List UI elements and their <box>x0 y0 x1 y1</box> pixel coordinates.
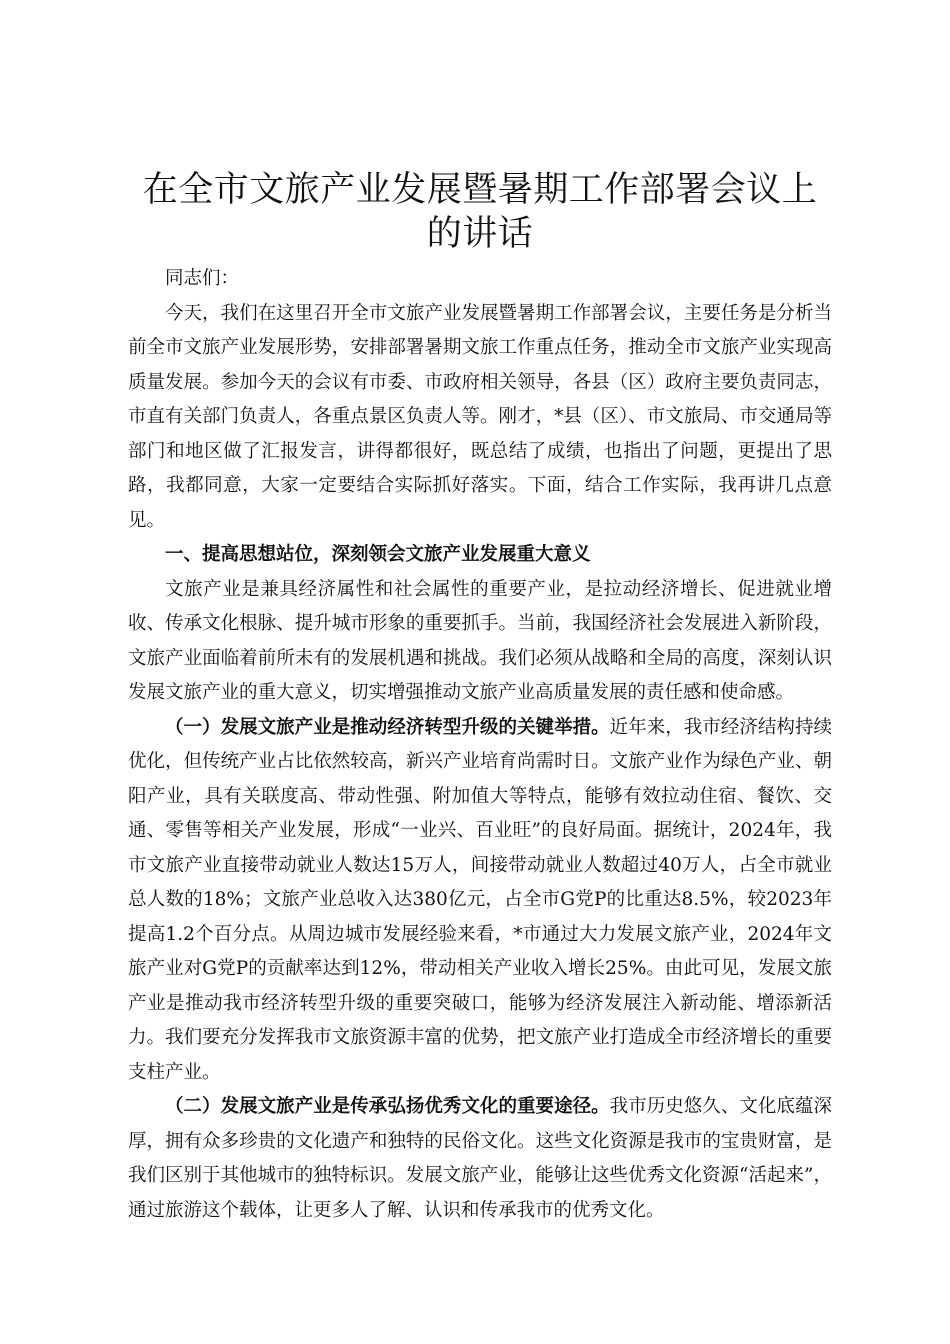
document-page <box>128 168 832 1228</box>
point-2-body: 我市历史悠久、文化底蕴深厚，拥有众多珍贵的文化遗产和独特的民俗文化。这些文化资源是我市的宝贵财富，是我们区别于其他城市的独特标识。发展文旅产业，能够让这些优秀文化资源“活起来”，通过旅游这个载体，让更多人了解、认识和传承我市的优秀文化。 <box>128 1096 832 1221</box>
point-1-lead: （一）发展文旅产业是推动经济转型升级的关键举措。 <box>165 716 610 738</box>
point-2-paragraph <box>128 1090 832 1228</box>
section-heading-1: 一、提高思想站位，深刻领会文旅产业发展重大意义 <box>165 544 591 565</box>
section-1-paragraph: 文旅产业是兼具经济属性和社会属性的重要产业，是拉动经济增长、促进就业增收、传承文化根脉、提升城市形象的重要抓手。当前，我国经济社会发展进入新阶段，文旅产业面临着前所未有的发展机遇和挑战。我们必须从战略和全局的高度，深刻认识发展文旅产业的重大意义，切实增强推动文旅产业高质量发展的责任感和使命感。 <box>128 578 832 703</box>
point-1-body: 近年来，我市经济结构持续优化，但传统产业占比依然较高，新兴产业培育尚需时日。文旅产业作为绿色产业、朝阳产业，具有关联度高、带动性强、附加值大等特点，能够有效拉动住宿、餐饮、交通、零售等相关产业发展，形成“一业兴、百业旺”的良好局面。据统计，2024年，我市文旅产业直接带动就业人数达15万人，间接带动就业人数超过40万人，占全市就业总人数的18%；文旅产业总收入达380亿元，占全市G党P的比重达8.5%，较2023年提高1.2个百分点。从周边城市发展经验来看，*市通过大力发展文旅产业，2024年文旅产业对G党P的贡献率达到12%，带动相关产业收入增长25%。由此可见，发展文旅产业是推动我市经济转型升级的重要突破口，能够为经济发展注入新动能、增添新活力。我们要充分发挥我市文旅资源丰富的优势，把文旅产业打造成全市经济增长的重要支柱产业。 <box>128 716 832 1083</box>
salutation: 同志们： <box>165 268 240 289</box>
document-title: 在全市文旅产业发展暨暑期工作部署会议上的讲话 <box>142 170 818 254</box>
intro-paragraph: 今天，我们在这里召开全市文旅产业发展暨暑期工作部署会议，主要任务是分析当前全市文旅产业发展形势，安排部署暑期文旅工作重点任务，推动全市文旅产业实现高质量发展。参加今天的会议有市委、市政府相关领导，各县（区）政府主要负责同志，市直有关部门负责人，各重点景区负责人等。刚才，*县（区）、市文旅局、市交通局等部门和地区做了汇报发言，讲得都很好，既总结了成绩，也指出了问题，更提出了思路，我都同意，大家一定要结合实际抓好落实。下面，结合工作实际，我再讲几点意见。 <box>128 302 832 531</box>
point-1-paragraph <box>128 711 832 1091</box>
point-2-lead: （二）发展文旅产业是传承弘扬优秀文化的重要途径。 <box>165 1096 610 1117</box>
